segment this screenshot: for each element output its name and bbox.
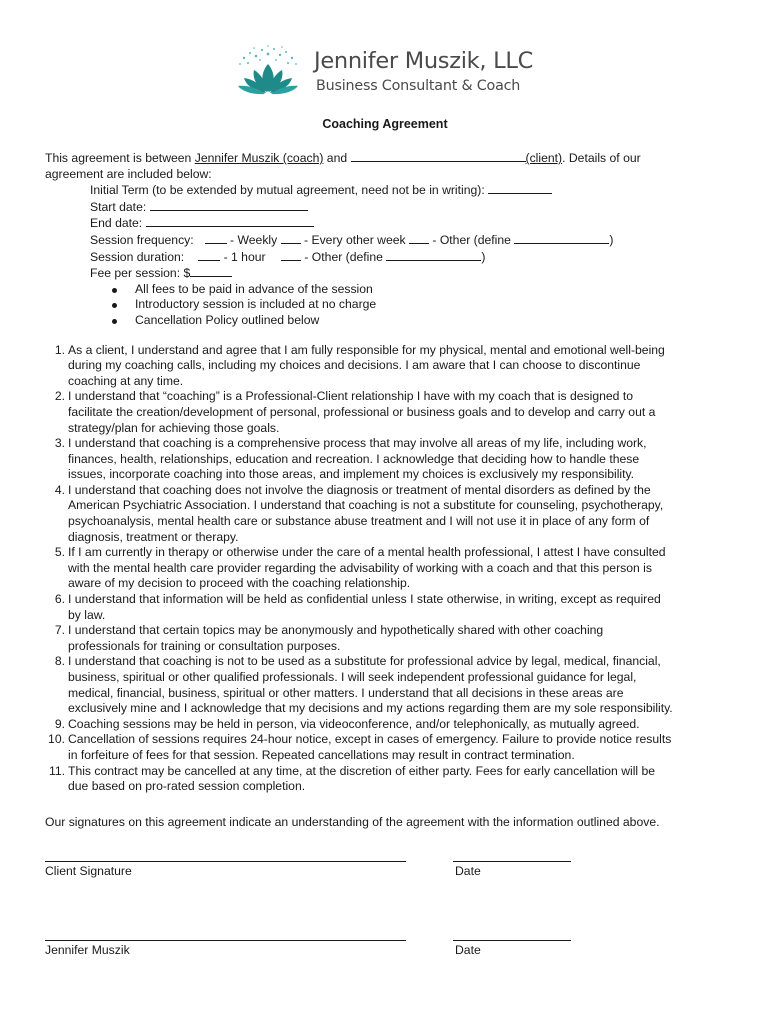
session-frequency-row xyxy=(90,232,730,249)
intro-paragraph xyxy=(45,150,730,182)
clause-line: diagnosis, treatment or therapy. xyxy=(68,529,239,544)
clause-line: exclusively mine and I acknowledge that my decisions and my actions regarding them are my sole responsibility. xyxy=(68,701,673,716)
session-duration-row xyxy=(90,249,730,266)
clause-line: I understand that information will be held as confidential unless I state otherwise, in writing, except as required xyxy=(68,592,661,607)
clause-item xyxy=(45,343,730,390)
fee-row xyxy=(90,265,730,282)
clause-line: by law. xyxy=(68,607,106,622)
intro-text: . Details of our xyxy=(562,151,641,165)
clause-item xyxy=(45,592,730,623)
clause-line: American Psychiatric Association. I understand that coaching is not a substitute for counseling, psychotherapy, xyxy=(68,498,664,513)
clause-line: This contract may be cancelled at any time, at the discretion of either party. Fees for early cancellation will be xyxy=(68,763,656,778)
clause-line: business, spiritual or other qualified professionals. I will seek independent professional guidance for legal, xyxy=(68,670,637,684)
weekly-field[interactable] xyxy=(205,232,227,244)
duration-other-check[interactable] xyxy=(281,249,301,261)
coach-name: Jennifer Muszik (coach) xyxy=(194,151,324,165)
clause-line: I understand that coaching does not involve the diagnosis or treatment of mental disorders as defined by the xyxy=(68,482,651,497)
clause-line: strategy/plan for achieving those goals. xyxy=(68,420,280,435)
intro-text: and xyxy=(323,151,351,165)
clauses-list xyxy=(45,343,730,795)
bullet-item: All fees to be paid in advance of the session xyxy=(110,282,730,298)
coach-signature-line[interactable] xyxy=(45,940,406,941)
client-label: (client) xyxy=(525,151,563,165)
clause-item xyxy=(45,436,730,483)
clause-line: I understand that certain topics may be anonymously and hypothetically shared with other coaching xyxy=(68,623,604,638)
every-other-week-option: - Every other week xyxy=(300,232,409,247)
start-date-row xyxy=(90,199,730,216)
client-signature-line[interactable] xyxy=(45,861,406,862)
clause-line: Cancellation of sessions requires 24-hour notice, except in cases of emergency. Failure to provide notice results xyxy=(68,732,672,747)
clause-line: I understand that coaching is not to be used as a substitute for professional advice by legal, medical, financial, xyxy=(68,654,661,669)
clause-number: 1. xyxy=(54,342,65,357)
end-date-field[interactable] xyxy=(146,215,314,227)
agreement-body xyxy=(45,150,730,795)
session-duration-label: Session duration: xyxy=(90,249,185,264)
client-date-label: Date xyxy=(455,864,481,878)
session-frequency-label: Session frequency: xyxy=(90,232,194,247)
letterhead xyxy=(230,44,533,104)
clause-item xyxy=(45,483,730,545)
start-date-label: Start date: xyxy=(90,199,150,214)
clause-number: 8. xyxy=(54,654,65,669)
clause-line: aware of my decision to proceed with the coaching relationship. xyxy=(68,576,411,591)
clause-line: due based on pro-rated session completion. xyxy=(68,779,306,794)
initial-term-row xyxy=(90,182,730,199)
clause-line: If I am currently in therapy or otherwise under the care of a mental health professional, I attest I have consulted xyxy=(68,545,666,560)
company-tagline: Business Consultant & Coach xyxy=(316,78,521,94)
clause-number: 4. xyxy=(54,482,65,497)
clause-line: in forfeiture of fees for that session. Repeated cancellations may result in contract termination. xyxy=(68,747,575,762)
initial-term-label: Initial Term (to be extended by mutual agreement, need not be in writing): xyxy=(90,183,489,198)
clause-line: issues, incorporate coaching into those areas, and implement my choices is exclusively my responsibility. xyxy=(68,467,635,482)
clause-item xyxy=(45,654,730,716)
client-date-line[interactable] xyxy=(453,861,571,862)
closing-statement: Our signatures on this agreement indicate an understanding of the agreement with the information outlined above. xyxy=(45,815,660,829)
initial-term-field[interactable] xyxy=(488,182,552,194)
start-date-field[interactable] xyxy=(150,199,308,211)
one-hour-field[interactable] xyxy=(198,249,220,261)
terms-section xyxy=(90,182,730,328)
duration-other-field[interactable] xyxy=(386,249,481,261)
clause-line: medical, financial, business, spiritual or other matters. I understand that all decisions in these areas are xyxy=(68,685,624,700)
clause-line: coaching at any time. xyxy=(68,373,184,388)
frequency-other-option: - Other (define xyxy=(428,232,515,247)
clause-line: with the mental health care provider regarding the advisability of working with a coach and that this person is xyxy=(68,560,652,575)
coach-signature-label: Jennifer Muszik xyxy=(45,943,130,957)
frequency-other-field[interactable] xyxy=(514,232,609,244)
coach-date-line[interactable] xyxy=(453,940,571,941)
clause-number: 5. xyxy=(54,545,65,560)
clause-line: facilitate the creation/development of personal, professional or business goals and to develop and carry out a xyxy=(68,404,656,419)
end-date-label: End date: xyxy=(90,216,146,231)
client-signature-label: Client Signature xyxy=(45,864,132,878)
clause-line: finances, health, relationships, education and recreation. I acknowledge that deciding how to handle these xyxy=(68,451,640,466)
intro-text: agreement are included below: xyxy=(45,166,212,181)
weekly-option: - Weekly xyxy=(226,232,281,247)
fee-bullets xyxy=(110,282,730,329)
clause-line: professionals for training or consultation purposes. xyxy=(68,638,341,653)
clause-line: I understand that coaching is a comprehensive process that may involve all areas of my life, including work, xyxy=(68,436,647,451)
clause-item xyxy=(45,545,730,592)
lotus-flower-icon xyxy=(230,44,308,100)
frequency-other-check[interactable] xyxy=(409,232,429,244)
paren: ) xyxy=(481,249,486,264)
clause-item xyxy=(45,732,730,763)
clause-line: I understand that “coaching” is a Professional-Client relationship I have with my coach that is designed to xyxy=(68,389,633,404)
clause-number: 2. xyxy=(54,389,65,404)
company-name: Jennifer Muszik, LLC xyxy=(314,48,533,74)
end-date-row xyxy=(90,215,730,232)
paren: ) xyxy=(609,232,614,247)
bullet-item: Introductory session is included at no charge xyxy=(110,297,730,313)
clause-number: 3. xyxy=(54,436,65,451)
clause-number: 9. xyxy=(54,716,65,731)
clause-line: psychoanalysis, mental health care or substance abuse treatment and I will not use it in place of any form of xyxy=(68,514,650,529)
clause-item xyxy=(45,717,730,733)
bullet-item: Cancellation Policy outlined below xyxy=(110,313,730,329)
fee-label: Fee per session: $ xyxy=(90,266,191,281)
clause-item xyxy=(45,623,730,654)
intro-text: This agreement is between xyxy=(45,151,195,165)
clause-item xyxy=(45,764,730,795)
clause-number: 6. xyxy=(54,592,65,607)
clause-number: 10. xyxy=(48,732,65,747)
clause-line: during my coaching calls, including my choices and decisions. I am aware that I can choose to discontinue xyxy=(68,358,641,373)
coach-date-label: Date xyxy=(455,943,481,957)
clause-number: 7. xyxy=(54,623,65,638)
duration-other-option: - Other (define xyxy=(300,249,387,264)
client-name-field[interactable] xyxy=(351,150,526,162)
clause-item xyxy=(45,389,730,436)
fee-field[interactable] xyxy=(190,265,232,277)
clause-line: As a client, I understand and agree that I am fully responsible for my physical, mental and emotional well-being xyxy=(68,342,665,357)
clause-number: 11. xyxy=(48,763,65,778)
every-other-week-field[interactable] xyxy=(281,232,301,244)
one-hour-option: - 1 hour xyxy=(220,249,269,264)
clause-line: Coaching sessions may be held in person, via videoconference, and/or telephonically, as mutually agreed. xyxy=(68,716,640,731)
document-title: Coaching Agreement xyxy=(322,117,448,131)
